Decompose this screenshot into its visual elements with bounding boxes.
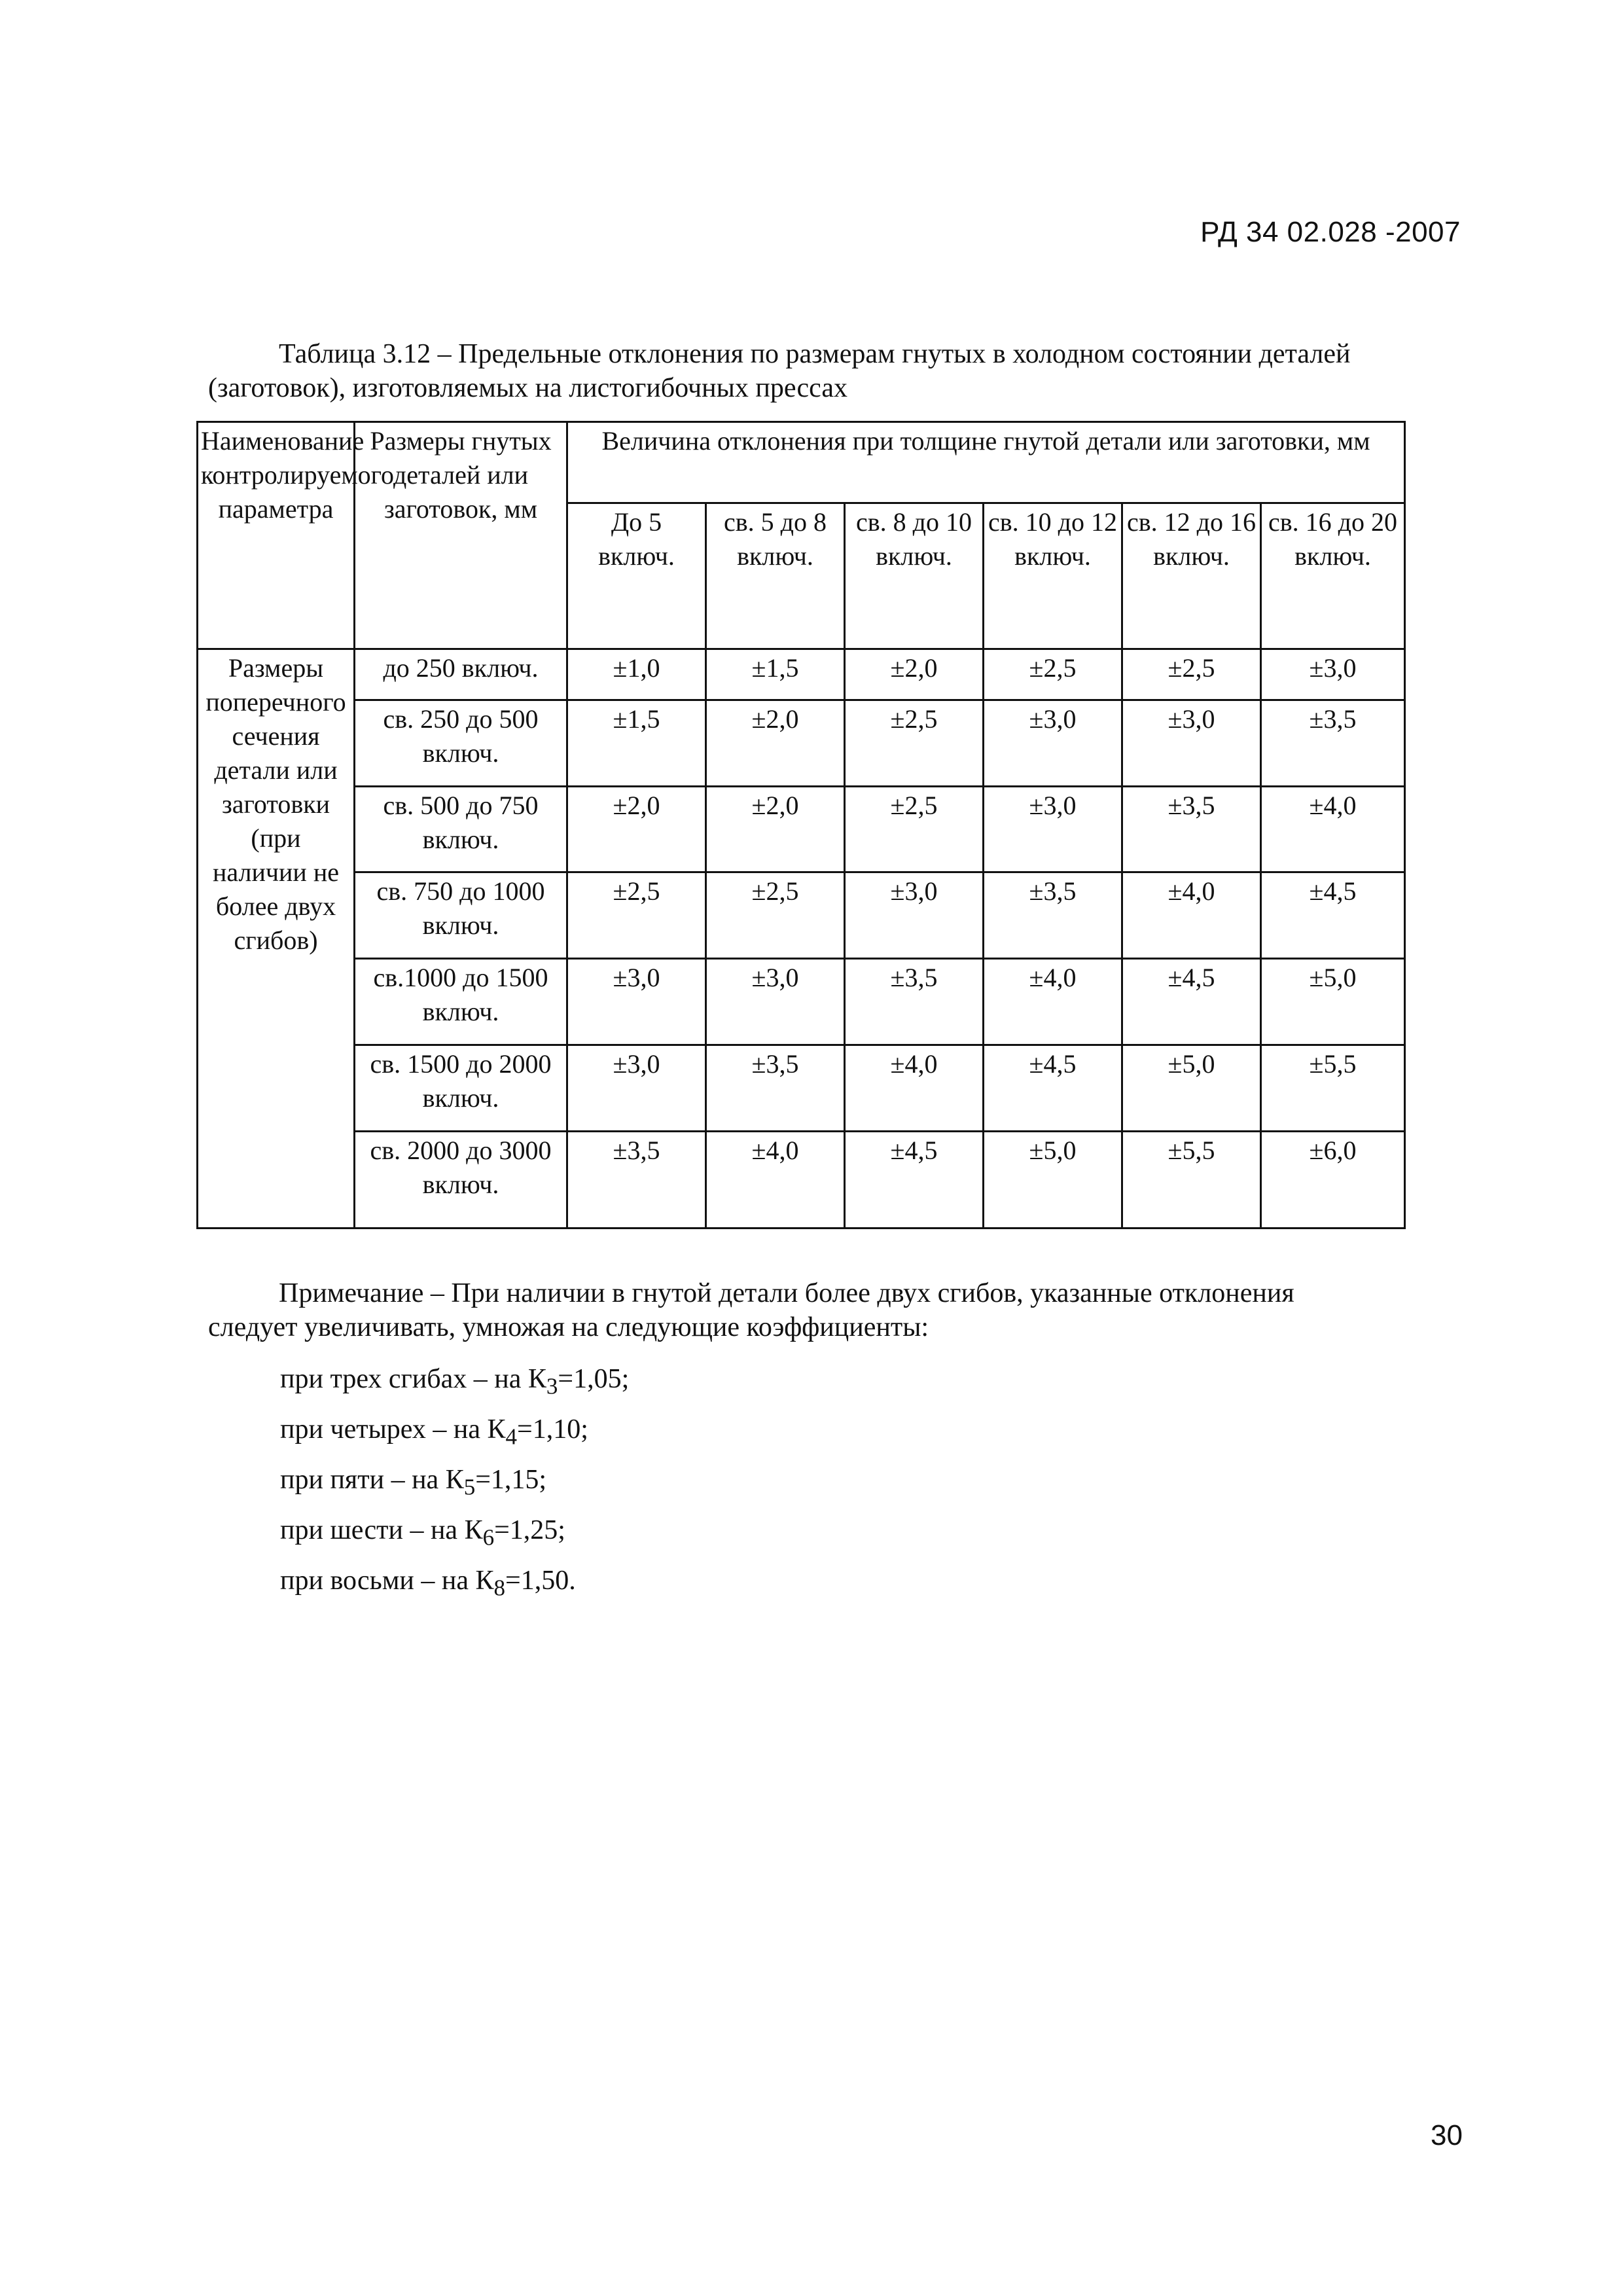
- header-thickness: св. 12 до 16 включ.: [1122, 503, 1261, 649]
- value-cell: ±1,0: [567, 649, 706, 700]
- caption-line-2: (заготовок), изготовляемых на листогибочных прессах: [208, 373, 847, 403]
- coefficient-line: [280, 1565, 576, 1601]
- coefficient-line: [280, 1363, 629, 1399]
- value-cell: ±4,5: [1122, 959, 1261, 1045]
- header-deviation-group: Величина отклонения при толщине гнутой детали или заготовки, мм: [567, 422, 1405, 503]
- value-cell: ±5,0: [984, 1131, 1122, 1228]
- value-cell: ±4,0: [984, 959, 1122, 1045]
- size-cell: св. 250 до 500 включ.: [355, 700, 567, 786]
- value-cell: ±1,5: [567, 700, 706, 786]
- value-cell: ±1,5: [706, 649, 845, 700]
- header-sizes: Размеры гнутых деталей или заготовок, мм: [355, 422, 567, 649]
- table-row: [198, 1045, 1405, 1132]
- table-row: [198, 700, 1405, 786]
- value-cell: ±3,0: [706, 959, 845, 1045]
- header-thickness: св. 5 до 8 включ.: [706, 503, 845, 649]
- value-cell: ±3,5: [567, 1131, 706, 1228]
- value-cell: ±5,5: [1261, 1045, 1405, 1132]
- caption-line-1: Таблица 3.12 – Предельные отклонения по размерам гнутых в холодном состоянии деталей: [279, 339, 1351, 369]
- value-cell: ±2,5: [984, 649, 1122, 700]
- value-cell: ±2,0: [706, 786, 845, 872]
- coefficient-index: 4: [505, 1424, 518, 1450]
- value-cell: ±2,0: [567, 786, 706, 872]
- coefficient-value: =1,05;: [558, 1364, 630, 1394]
- value-cell: ±5,0: [1261, 959, 1405, 1045]
- value-cell: ±4,0: [706, 1131, 845, 1228]
- coefficient-prefix: при шести – на К: [280, 1515, 483, 1545]
- value-cell: ±4,0: [1261, 786, 1405, 872]
- value-cell: ±3,5: [1261, 700, 1405, 786]
- coefficient-index: 5: [463, 1474, 476, 1500]
- value-cell: ±2,0: [845, 649, 984, 700]
- value-cell: ±2,5: [845, 786, 984, 872]
- coefficient-value: =1,50.: [505, 1566, 576, 1596]
- coefficient-index: 3: [546, 1373, 558, 1399]
- value-cell: ±3,0: [567, 959, 706, 1045]
- coefficient-prefix: при восьми – на К: [280, 1566, 494, 1596]
- parameter-cell: Размеры поперечного сечения детали или заготовки (при наличии не более двух сгибов): [198, 649, 355, 1228]
- value-cell: ±4,0: [845, 1045, 984, 1132]
- coefficient-prefix: при четырех – на К: [280, 1414, 506, 1444]
- value-cell: ±3,5: [706, 1045, 845, 1132]
- table-row: [198, 959, 1405, 1045]
- coefficient-value: =1,10;: [517, 1414, 588, 1444]
- value-cell: ±5,0: [1122, 1045, 1261, 1132]
- deviations-table: [196, 421, 1406, 1229]
- coefficient-index: 8: [493, 1575, 506, 1601]
- value-cell: ±3,0: [845, 872, 984, 959]
- coefficient-line: [280, 1515, 565, 1551]
- value-cell: ±3,0: [1122, 700, 1261, 786]
- coefficient-value: =1,25;: [494, 1515, 565, 1545]
- header-parameter: Наименование контролируемого параметра: [198, 422, 355, 649]
- table-row: [198, 786, 1405, 872]
- document-code: РД 34 02.028 -2007: [1200, 216, 1461, 248]
- value-cell: ±2,5: [567, 872, 706, 959]
- coefficient-prefix: при пяти – на К: [280, 1465, 464, 1495]
- value-cell: ±3,0: [984, 700, 1122, 786]
- size-cell: св. 750 до 1000 включ.: [355, 872, 567, 959]
- header-thickness: св. 8 до 10 включ.: [845, 503, 984, 649]
- value-cell: ±3,0: [567, 1045, 706, 1132]
- value-cell: ±3,0: [1261, 649, 1405, 700]
- size-cell: до 250 включ.: [355, 649, 567, 700]
- header-thickness: св. 10 до 12 включ.: [984, 503, 1122, 649]
- value-cell: ±2,5: [1122, 649, 1261, 700]
- value-cell: ±4,0: [1122, 872, 1261, 959]
- value-cell: ±3,5: [984, 872, 1122, 959]
- value-cell: ±3,5: [845, 959, 984, 1045]
- coefficient-line: [280, 1464, 546, 1500]
- size-cell: св. 500 до 750 включ.: [355, 786, 567, 872]
- value-cell: ±2,5: [845, 700, 984, 786]
- coefficient-prefix: при трех сгибах – на К: [280, 1364, 546, 1394]
- value-cell: ±4,5: [984, 1045, 1122, 1132]
- size-cell: св. 1500 до 2000 включ.: [355, 1045, 567, 1132]
- table-caption: [208, 337, 1452, 405]
- note-line-1: Примечание – При наличии в гнутой детали более двух сгибов, указанные отклонения: [279, 1278, 1294, 1308]
- value-cell: ±2,5: [706, 872, 845, 959]
- value-cell: ±5,5: [1122, 1131, 1261, 1228]
- value-cell: ±4,5: [845, 1131, 984, 1228]
- value-cell: ±6,0: [1261, 1131, 1405, 1228]
- size-cell: св. 2000 до 3000 включ.: [355, 1131, 567, 1228]
- coefficient-value: =1,15;: [475, 1465, 547, 1495]
- table-row: [198, 1131, 1405, 1228]
- value-cell: ±3,5: [1122, 786, 1261, 872]
- page-number: 30: [1431, 2119, 1463, 2151]
- table-note: [208, 1276, 1452, 1344]
- value-cell: ±4,5: [1261, 872, 1405, 959]
- table-row: [198, 872, 1405, 959]
- table-row: [198, 649, 1405, 700]
- coefficient-line: [280, 1414, 588, 1450]
- note-line-2: следует увеличивать, умножая на следующие коэффициенты:: [208, 1312, 929, 1342]
- size-cell: св.1000 до 1500 включ.: [355, 959, 567, 1045]
- header-thickness: св. 16 до 20 включ.: [1261, 503, 1405, 649]
- coefficient-index: 6: [482, 1524, 495, 1551]
- value-cell: ±2,0: [706, 700, 845, 786]
- value-cell: ±3,0: [984, 786, 1122, 872]
- header-thickness: До 5 включ.: [567, 503, 706, 649]
